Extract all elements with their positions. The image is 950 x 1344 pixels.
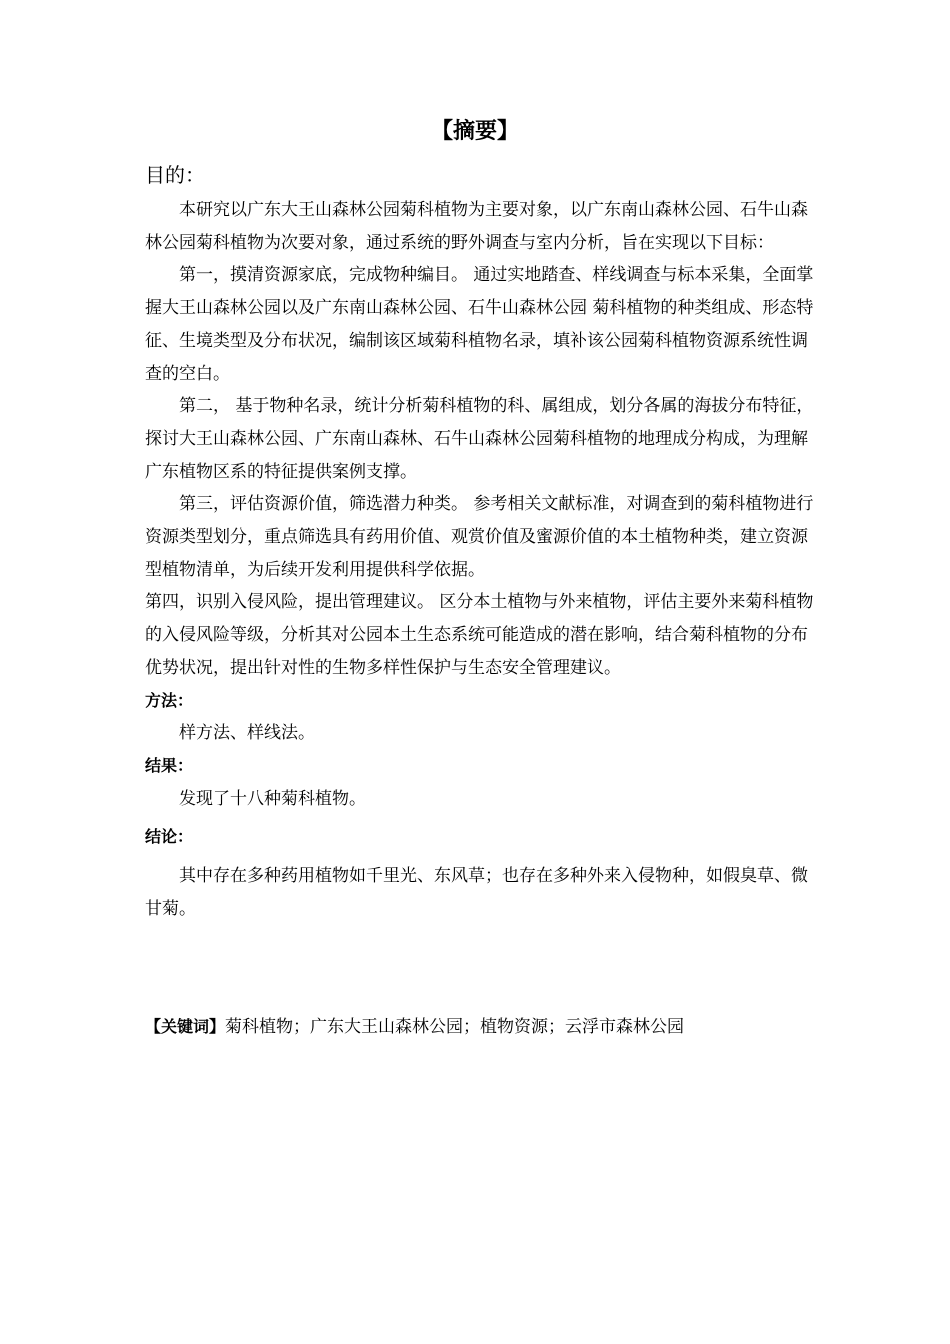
- conclusion-heading: 结论：: [145, 827, 194, 847]
- result-text: 发现了十八种菊科植物。: [179, 788, 366, 809]
- result-heading: 结果：: [145, 755, 194, 775]
- goal-paragraph-1: 第一，摸清资源家底，完成物种编目。 通过实地踏查、样线调查与标本采集，全面掌握大王山森林公园以及广东南山森林公园、石牛山森林公园 菊科植物的种类组成、形态特征、生境类型及分布状况，编制该区域菊科植物名录，填补该公园菊科植物资源系统性调查的空白。: [145, 265, 814, 384]
- method-heading: 方法：: [145, 690, 194, 710]
- purpose-heading: 目的：: [145, 163, 205, 187]
- goal-paragraph-2: 第二， 基于物种名录，统计分析菊科植物的科、属组成，划分各属的海拔分布特征，探讨大王山森林公园、广东南山森林、石牛山森林公园菊科植物的地理成分构成，为理解广东植物区系的特征提供案例支撑。: [145, 396, 814, 482]
- abstract-body: [145, 158, 815, 925]
- goal-paragraph-4: 第四，识别入侵风险，提出管理建议。 区分本土植物与外来植物，评估主要外来菊科植物的入侵风险等级，分析其对公园本土生态系统可能造成的潜在影响，结合菊科植物的分布优势状况，提出针对性的生物多样性保护与生态安全管理建议。: [145, 592, 814, 678]
- goal-paragraph-3: 第三，评估资源价值，筛选潜力种类。 参考相关文献标准，对调查到的菊科植物进行资源类型划分，重点筛选具有药用价值、观赏价值及蜜源价值的本土植物种类，建立资源型植物清单，为后续开发利用提供科学依据。: [145, 494, 814, 580]
- conclusion-text: 其中存在多种药用植物如千里光、东风草；也存在多种外来入侵物种，如假臭草、微甘菊。: [145, 866, 808, 919]
- purpose-intro-paragraph: 本研究以广东大王山森林公园菊科植物为主要对象，以广东南山森林公园、石牛山森林公园菊科植物为次要对象，通过系统的野外调查与室内分析，旨在实现以下目标：: [145, 200, 808, 253]
- abstract-title: 【摘要】: [430, 119, 519, 144]
- keywords-text: 菊科植物；广东大王山森林公园；植物资源；云浮市森林公园: [225, 1017, 685, 1037]
- method-text: 样方法、样线法。: [179, 723, 315, 744]
- keywords-line: [145, 1011, 845, 1043]
- keywords-label: 【关键词】: [145, 1017, 226, 1036]
